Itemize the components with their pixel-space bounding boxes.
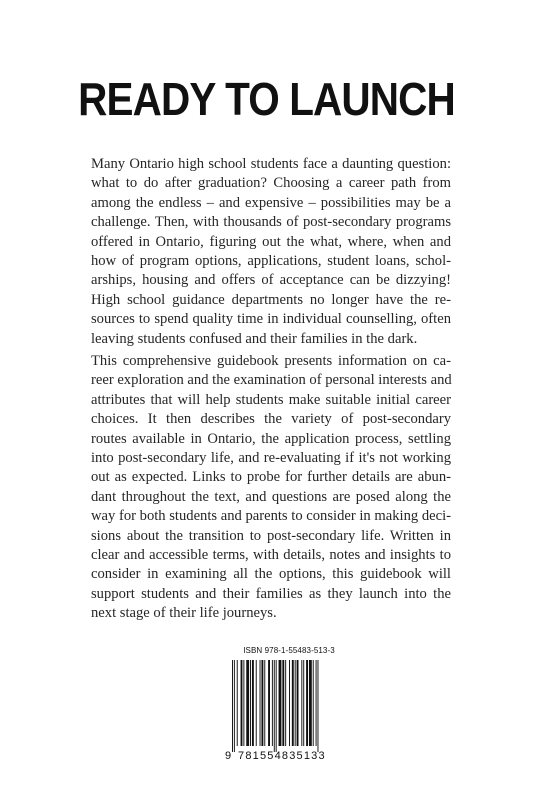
barcode-bar <box>316 660 317 746</box>
barcode-bar <box>260 660 261 746</box>
ean-first-digit: 9 <box>225 750 232 762</box>
barcode-bar <box>250 660 251 746</box>
text-line: This comprehensive guidebook presents information on ca- <box>91 353 451 369</box>
barcode-bar <box>303 660 304 746</box>
barcode-bar <box>264 660 265 746</box>
text-line: leaving students confused and their families in the dark. <box>91 330 418 347</box>
barcode-bar <box>232 660 233 752</box>
text-line: reer exploration and the examination of personal interests and <box>91 372 452 389</box>
text-line: consider in examining all the options, this guidebook will <box>91 566 451 583</box>
barcode-bar <box>252 660 254 746</box>
text-line: attributes that will help students make suitable initial career <box>91 391 451 408</box>
text-line: next stage of their life journeys. <box>91 605 277 622</box>
barcode-bar <box>306 660 308 746</box>
text-line: into post-secondary life, and re-evaluating if it's not working <box>91 450 451 467</box>
barcode-bars <box>230 660 348 752</box>
barcode-bar <box>256 660 257 746</box>
barcode-bar <box>268 660 270 746</box>
text-line: routes available in Ontario, the application process, settling <box>91 430 451 447</box>
ean-remaining-digits: 781554835133 <box>238 750 326 762</box>
isbn-barcode <box>226 646 352 766</box>
barcode-bar <box>243 660 244 746</box>
barcode-bar <box>295 660 296 746</box>
barcode-bar <box>289 660 290 746</box>
barcode-bar <box>276 660 277 752</box>
text-line: sources to spend quality time in individual counselling, often <box>91 311 451 328</box>
barcode-bar <box>261 660 263 746</box>
text-line: what to do after graduation? Choosing a career path from <box>91 175 451 192</box>
barcode-bar <box>292 660 294 746</box>
text-line: clear and accessible terms, with details, notes and insights to <box>91 547 451 564</box>
blurb-paragraph-1 <box>91 155 451 349</box>
barcode-bar <box>272 660 273 746</box>
barcode-bar <box>279 660 282 746</box>
text-line: choices. It then describes the variety of post-secondary <box>91 411 451 428</box>
barcode-bar <box>301 660 302 746</box>
barcode-bar <box>246 660 249 746</box>
text-line: arships, housing and offers of acceptance can be dizzying! <box>91 272 451 289</box>
text-line: High school guidance departments no longer have the re- <box>91 291 451 308</box>
barcode-bar <box>282 660 284 746</box>
text-line: among the endless – and expensive – possibilities may be a <box>91 194 451 211</box>
text-line: how of program options, applications, student loans, schol- <box>91 253 451 270</box>
barcode-bar <box>237 660 238 746</box>
barcode-bar <box>297 660 299 746</box>
barcode-bar <box>309 660 312 746</box>
barcode-bar <box>285 660 286 746</box>
blurb-paragraph-2 <box>91 352 451 624</box>
text-line: offered in Ontario, figuring out the what, where, when and <box>91 233 451 250</box>
text-line: way for both students and parents to consider in making deci- <box>91 508 451 525</box>
text-line: support students and their families as they launch into the <box>91 585 451 602</box>
barcode-bar <box>274 660 275 752</box>
barcode-bar <box>241 660 243 746</box>
text-line: challenge. Then, with thousands of post-secondary programs <box>91 214 451 231</box>
barcode-bar <box>318 660 319 752</box>
isbn-label: ISBN 978-1-55483-513-3 <box>243 646 335 655</box>
text-line: dant throughout the text, and questions are posed along the <box>91 488 451 505</box>
book-title: READY TO LAUNCH <box>78 73 455 125</box>
text-line: sions about the transition to post-secondary life. Written in <box>91 527 451 544</box>
barcode-bar <box>234 660 235 752</box>
text-line: out as expected. Links to probe for further details are abun- <box>91 469 451 486</box>
barcode-bar <box>313 660 314 746</box>
text-line: Many Ontario high school students face a daunting question: <box>91 156 451 172</box>
